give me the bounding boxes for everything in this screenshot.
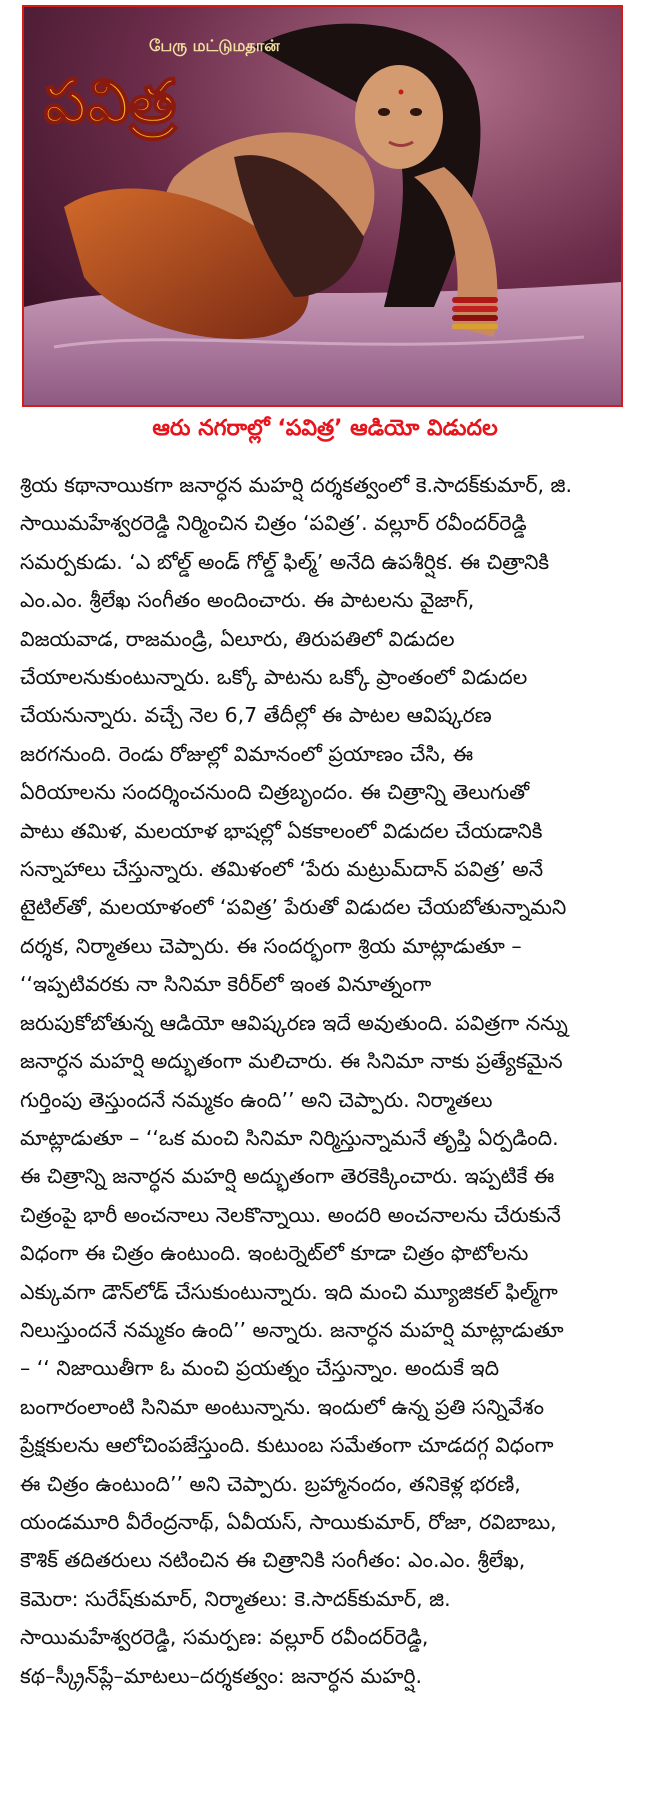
article-line: విజయవాడ, రాజమండ్రి, ఏలూరు, తిరుపతిలో విడుదల [20,626,455,651]
article-line: సాయిమహేశ్వరరెడ్డి నిర్మించిన చిత్రం ‘పవిత్ర’. వల్లూర్‌ రవీందర్‌రెడ్డి [20,511,527,536]
article-line: చేయనున్నారు. వచ్చే నెల 6,7 తేదీల్లో ఈ పాటల ఆవిష్కరణ [20,703,492,728]
article-line: చేయాలనుకుంటున్నారు. ఒక్కో పాటను ఒక్కో ప్రాంతంలో విడుదల [20,665,528,690]
article-line: ఏరియాలను సందర్శించనుంది చిత్రబృందం. ఈ చిత్రాన్ని తెలుగుతో [20,780,530,805]
article-line: కథ–స్క్రీన్‌ప్లే–మాటలు–దర్శకత్వం: జనార్ధన మహర్షి. [20,1663,423,1688]
article-line: ‘‘ఇప్పటివరకు నా సినిమా కెరీర్‌లో ఇంత వినూత్నంగా [20,972,432,997]
article-line: శ్రియ కథానాయికగా జనార్ధన మహర్షి దర్శకత్వంలో కె.సాదక్‌కుమార్‌, జి. [20,473,573,497]
article-line: ఎక్కువగా డౌన్‌లోడ్‌ చేసుకుంటున్నారు. ఇది మంచి మ్యూజికల్‌ ఫిల్మ్‌గా [20,1279,558,1304]
poster-title-art: పవిత్ర [44,67,176,137]
article-line: ఈ చిత్రాన్ని జనార్ధన మహర్షి అద్భుతంగా తెరకెక్కించారు. ఇప్పటికే ఈ [20,1164,555,1189]
article-line: చిత్రంపై భారీ అంచనాలు నెలకొన్నాయి. అందరి అంచనాలను చేరుకునే [20,1202,561,1227]
article-line: ఎం.ఎం. శ్రీలేఖ సంగీతం అందించారు. ఈ పాటలను వైజాగ్‌, [20,588,475,613]
article-line: – ‘‘ నిజాయితీగా ఓ మంచి ప్రయత్నం చేస్తున్నాం. అందుకే ఇది [20,1356,500,1381]
article-line: సాయిమహేశ్వరరెడ్డి, సమర్పణ: వల్లూర్‌ రవీందర్‌రెడ్డి, [20,1625,429,1650]
article-line: పాటు తమిళ, మలయాళ భాషల్లో ఏకకాలంలో విడుదల చేయడానికి [20,818,543,843]
article-line: సన్నాహాలు చేస్తున్నారు. తమిళంలో ‘పేరు మట్రుమ్‌దాన్‌ పవిత్ర’ అనే [20,857,544,882]
face [355,65,443,169]
article-body [20,466,628,1695]
article-line: దర్శక, నిర్మాతలు చెప్పారు. ఈ సందర్భంగా శ్రియ మాట్లాడుతూ – [20,933,522,958]
article-line: సమర్పకుడు. ‘ఎ బోల్డ్‌ అండ్‌ గోల్డ్‌ ఫిల్మ్‌’ అనేది ఉపశీర్షిక. ఈ చిత్రానికి [20,549,550,574]
article-line: కెమెరా: సురేష్‌కుమార్‌, నిర్మాతలు: కె.సాదక్‌కుమార్‌, జి. [20,1586,451,1611]
article-line: విధంగా ఈ చిత్రం ఉంటుంది. ఇంటర్నెట్‌లో కూడా చిత్రం ఫొటోలను [20,1241,529,1266]
article-line: జరగనుంది. రెండు రోజుల్లో విమానంలో ప్రయాణం చేసి, ఈ [20,741,474,766]
article-line: మాట్లాడుతూ – ‘‘ఒక మంచి సినిమా నిర్మిస్తున్నామనే తృప్తి ఏర్పడింది. [20,1125,559,1150]
article-line: నిలుస్తుందనే నమ్మకం ఉంది’’ అన్నారు. జనార్ధన మహర్షి మాట్లాడుతూ [20,1317,564,1342]
article-line: గుర్తింపు తెస్తుందనే నమ్మకం ఉంది’’ అని చెప్పారు. నిర్మాతలు [20,1087,493,1112]
article-line: యండమూరి వీరేంద్రనాథ్‌, ఏవీయస్‌, సాయికుమార్‌, రోజా, రవిబాబు, [20,1509,557,1534]
poster-tagline: பேரு மட்டுமதான் [149,36,280,55]
article-line: బంగారంలాంటి సినిమా అంటున్నాను. ఇందులో ఉన్న ప్రతి సన్నివేశం [20,1394,544,1419]
headline: ఆరు నగరాల్లో ‘పవిత్ర’ ఆడియో విడుదల [152,416,498,441]
article-line: జరుపుకోబోతున్న ఆడియో ఆవిష్కరణ ఇదే అవుతుంది. పవిత్రగా నన్ను [20,1010,568,1035]
article-line: టైటిల్‌తో, మలయాళంలో ‘పవిత్ర’ పేరుతో విడుదల చేయబోతున్నామని [20,895,567,920]
article-line: జనార్ధన మహర్షి అద్భుతంగా మలిచారు. ఈ సినిమా నాకు ప్రత్యేకమైన [20,1049,563,1074]
article-line: ప్రేక్షకులను ఆలోచింపజేస్తుంది. కుటుంబ సమేతంగా చూడదగ్గ విధంగా [20,1433,554,1458]
poster-illustration [24,7,621,405]
article-line: ఈ చిత్రం ఉంటుంది’’ అని చెప్పారు. బ్రహ్మానందం, తనికెళ్ల భరణి, [20,1471,521,1496]
article-line: కౌశిక్‌ తదితరులు నటించిన ఈ చిత్రానికి సంగీతం: ఎం.ఎం. శ్రీలేఖ, [20,1548,526,1573]
poster-image [22,5,623,407]
